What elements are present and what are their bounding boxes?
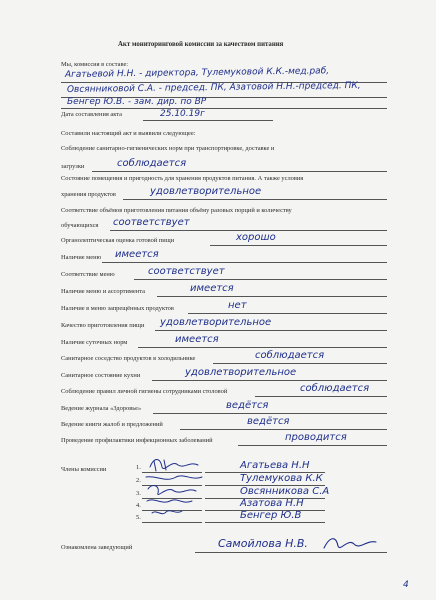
member-5-num: 5. (136, 514, 141, 521)
underline (138, 347, 387, 348)
menu-value: имеется (115, 249, 159, 260)
hygiene-value: соблюдается (300, 383, 370, 394)
health-journal-label: Ведение журнала «Здоровье» (61, 405, 142, 412)
prevention-value: проводится (285, 432, 347, 443)
member-1-name: Агатьева Н.Н (240, 460, 310, 471)
hygiene-label: Соблюдение правил личной гигиены сотрудниками столовой (61, 388, 228, 395)
menu-match-value: соответствует (148, 266, 225, 277)
cooking-quality-label: Качество приготовления пищи (61, 322, 145, 329)
menu-assortment-label: Наличие меню и ассортимента (61, 288, 145, 295)
underline (155, 330, 387, 331)
underline (110, 230, 387, 231)
underline (180, 429, 387, 430)
forbidden-label: Наличие в меню запрещённых продуктов (61, 305, 174, 312)
underline (255, 396, 387, 397)
menu-match-label: Соответствие меню (61, 271, 115, 278)
volume-label-1: Соответствие объёмов приготовления питания объёму разовых порций и количеству (61, 207, 292, 214)
health-journal-value: ведётся (226, 400, 269, 411)
underline (123, 199, 387, 200)
commission-intro: Мы, комиссия в составе: (61, 61, 129, 68)
transport-value: соблюдается (117, 158, 187, 169)
kitchen-value: удовлетворительное (185, 367, 297, 378)
page-number: 4 (403, 580, 409, 590)
transport-label-2: загрузки (61, 163, 85, 170)
underline (157, 296, 387, 297)
organoleptic-label: Органолептическая оценка готовой пищи (61, 237, 175, 244)
volume-value: соответствует (113, 217, 190, 228)
underline (205, 522, 325, 523)
act-intro: Составили настоящий акт и выявили следующее: (61, 130, 196, 137)
volume-label-2: обучающихся (61, 222, 99, 229)
member-1-num: 1. (136, 464, 141, 471)
transport-label-1: Соблюдение санитарно-гигиенических норм при транспортировке, доставке и (61, 145, 275, 152)
prevention-label: Проведение профилактики инфекционных заболеваний (61, 437, 213, 444)
member-2-name: Тулемукова К.К (240, 473, 323, 484)
member-4-num: 4. (136, 502, 141, 509)
underline (61, 108, 387, 109)
complaints-label: Ведение книги жалоб и предложений (61, 421, 163, 428)
date-label: Дата составления акта (61, 111, 122, 118)
underline (238, 445, 387, 446)
organoleptic-value: хорошо (236, 232, 276, 243)
kitchen-label: Санитарное состояние кухни (61, 372, 141, 379)
member-5-name: Бенгер Ю.В (240, 510, 302, 521)
member-3-name: Овсянникова С.А (240, 486, 330, 497)
underline (210, 245, 387, 246)
complaints-value: ведётся (247, 416, 290, 427)
acquainted-value: Самойлова Н.В. (218, 537, 308, 550)
underline (92, 171, 387, 172)
document-title: Акт мониторинговой комиссии за качеством питания (118, 41, 284, 48)
forbidden-value: нет (228, 300, 247, 311)
underline (152, 380, 387, 381)
storage-label-1: Состояние помещения и пригодность для хранения продуктов питания. А также условия (61, 175, 304, 182)
underline (213, 363, 387, 364)
underline (188, 313, 387, 314)
member-3-num: 3. (136, 490, 141, 497)
manager-signature (320, 532, 380, 556)
member-4-name: Азатова Н.Н (240, 498, 304, 509)
daily-norm-label: Наличие суточных норм (61, 339, 128, 346)
commission-members-line-3: Бенгер Ю.В. - зам. дир. по ВР (67, 97, 207, 107)
storage-label-2: хранения продуктов (61, 191, 116, 198)
members-label: Члены комиссии (61, 466, 107, 473)
commission-members-line-2: Овсянниковой С.А. - председ. ПК, Азатовой Н.Н.-председ. ПК, (66, 80, 361, 95)
daily-norm-value: имеется (175, 334, 219, 345)
fridge-value: соблюдается (255, 350, 325, 361)
commission-members-line-1: Агатьевой Н.Н. - директора, Тулемуковой К.К.-мед.раб, (64, 66, 330, 80)
member-2-num: 2. (136, 477, 141, 484)
menu-assortment-value: имеется (190, 283, 234, 294)
cooking-quality-value: удовлетворительное (160, 317, 272, 328)
underline (102, 262, 387, 263)
acquainted-label: Ознакомлена заведующий (61, 544, 133, 551)
signature-scribbles (142, 455, 212, 525)
date-value: 25.10.19г (160, 109, 205, 119)
menu-label: Наличие меню (61, 254, 102, 261)
storage-value: удовлетворительное (150, 186, 262, 197)
underline (153, 413, 387, 414)
fridge-label: Санитарное соседство продуктов в холодильнике (61, 355, 196, 362)
underline (134, 279, 387, 280)
underline (143, 120, 273, 121)
